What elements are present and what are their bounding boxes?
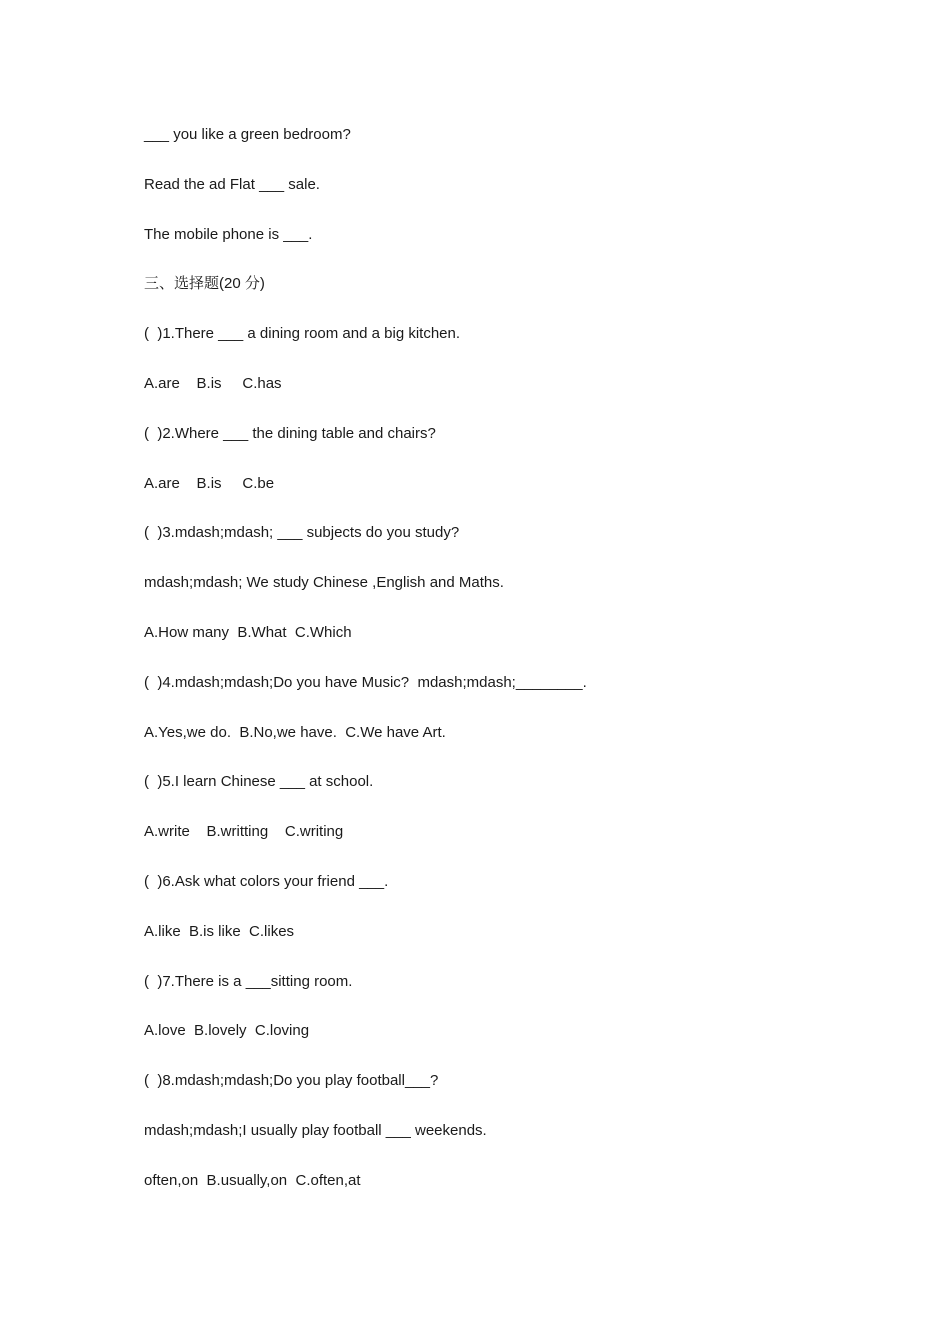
question-5: ( )5.I learn Chinese ___ at school. (144, 773, 374, 791)
question-6: ( )6.Ask what colors your friend ___. (144, 872, 389, 890)
question-7-options: A.love B.lovely C.loving (144, 1022, 310, 1040)
text-line: Read the ad Flat ___ sale. (144, 175, 320, 193)
document-body (144, 125, 844, 1221)
question-5-options: A.write B.writting C.writing (144, 823, 344, 841)
question-8: ( )8.mdash;mdash;Do you play football___? (144, 1072, 439, 1090)
question-4-options: A.Yes,we do. B.No,we have. C.We have Art. (144, 723, 446, 741)
text-line: The mobile phone is ___. (144, 225, 313, 243)
question-6-options: A.like B.is like C.likes (144, 922, 295, 940)
question-8-answer: mdash;mdash;I usually play football ___ weekends. (144, 1121, 487, 1139)
question-3-answer: mdash;mdash; We study Chinese ,English and Maths. (144, 574, 504, 592)
question-4: ( )4.mdash;mdash;Do you have Music? mdash;mdash;________. (144, 673, 587, 691)
question-1-options: A.are B.is C.has (144, 374, 282, 392)
question-2: ( )2.Where ___ the dining table and chairs? (144, 424, 436, 442)
question-7: ( )7.There is a ___sitting room. (144, 972, 353, 990)
text-line: ___ you like a green bedroom? (144, 126, 351, 143)
question-8-options: often,on B.usually,on C.often,at (144, 1171, 361, 1189)
question-2-options: A.are B.is C.be (144, 474, 275, 492)
question-1: ( )1.There ___ a dining room and a big kitchen. (144, 325, 461, 343)
question-3-options: A.How many B.What C.Which (144, 623, 352, 641)
section-heading: 三、选择题(20 分) (144, 275, 265, 293)
question-3: ( )3.mdash;mdash; ___ subjects do you study? (144, 524, 460, 542)
